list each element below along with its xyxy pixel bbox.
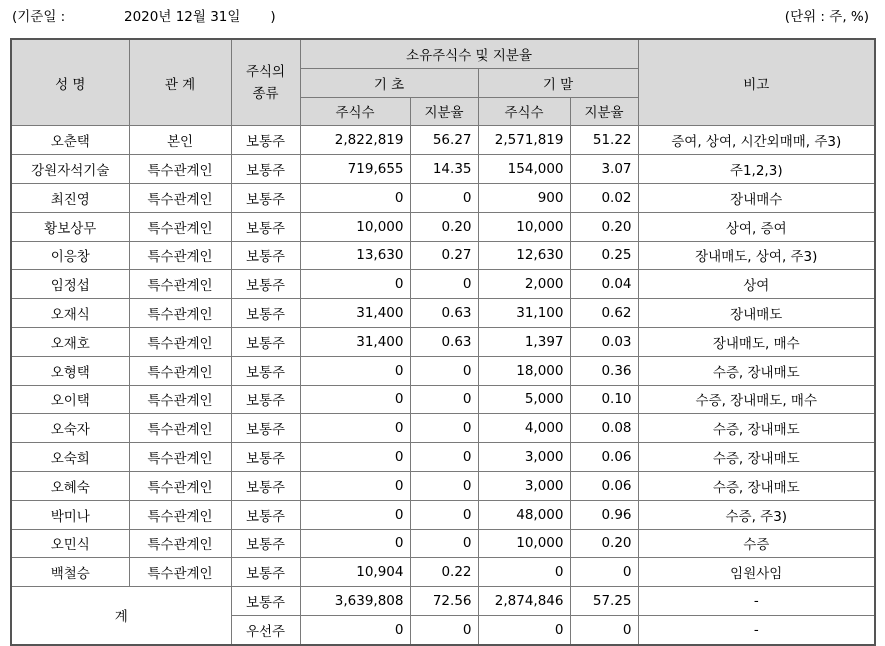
cell-begin-ratio: 0 bbox=[410, 471, 478, 500]
cell-end-ratio: 0 bbox=[570, 615, 638, 644]
cell-stock-type: 보통주 bbox=[231, 587, 300, 616]
cell-end-shares: 3,000 bbox=[478, 471, 570, 500]
table-row bbox=[11, 500, 875, 529]
cell-end-ratio: 0.36 bbox=[570, 356, 638, 385]
cell-begin-shares: 0 bbox=[300, 529, 410, 558]
cell-begin-ratio: 0 bbox=[410, 183, 478, 212]
cell-begin-ratio: 0.20 bbox=[410, 212, 478, 241]
cell-name: 강원자석기술 bbox=[11, 155, 129, 184]
header-note: 비고 bbox=[638, 39, 875, 126]
cell-note: 수증 bbox=[638, 529, 875, 558]
cell-end-ratio: 0.03 bbox=[570, 327, 638, 356]
table-row bbox=[11, 443, 875, 472]
cell-name: 임정섭 bbox=[11, 270, 129, 299]
cell-end-ratio: 0.06 bbox=[570, 471, 638, 500]
cell-end-shares: 10,000 bbox=[478, 529, 570, 558]
cell-relation: 특수관계인 bbox=[129, 241, 231, 270]
cell-name: 이응창 bbox=[11, 241, 129, 270]
cell-relation: 본인 bbox=[129, 126, 231, 155]
cell-end-shares: 18,000 bbox=[478, 356, 570, 385]
cell-end-shares: 5,000 bbox=[478, 385, 570, 414]
cell-name: 오민식 bbox=[11, 529, 129, 558]
cell-begin-ratio: 0 bbox=[410, 385, 478, 414]
table-row bbox=[11, 327, 875, 356]
header-begin-ratio: 지분율 bbox=[410, 97, 478, 126]
cell-begin-ratio: 72.56 bbox=[410, 587, 478, 616]
header-name: 성 명 bbox=[11, 39, 129, 126]
cell-end-ratio: 0.08 bbox=[570, 414, 638, 443]
basis-date: 2020년 12월 31일 bbox=[124, 9, 241, 25]
table-row bbox=[11, 356, 875, 385]
table-row bbox=[11, 299, 875, 328]
cell-begin-shares: 0 bbox=[300, 471, 410, 500]
cell-stock-type: 보통주 bbox=[231, 558, 300, 587]
unit-label: (단위 : 주, %) bbox=[784, 9, 869, 25]
cell-name: 오형택 bbox=[11, 356, 129, 385]
cell-relation: 특수관계인 bbox=[129, 299, 231, 328]
cell-stock-type: 보통주 bbox=[231, 500, 300, 529]
cell-end-ratio: 57.25 bbox=[570, 587, 638, 616]
basis-date-value bbox=[124, 6, 276, 28]
cell-stock-type: 보통주 bbox=[231, 471, 300, 500]
cell-end-shares: 3,000 bbox=[478, 443, 570, 472]
basis-date-label: (기준일 : bbox=[12, 9, 66, 25]
cell-note: 수증, 주3) bbox=[638, 500, 875, 529]
table-row bbox=[11, 155, 875, 184]
cell-begin-ratio: 0 bbox=[410, 615, 478, 644]
cell-end-ratio: 0.06 bbox=[570, 443, 638, 472]
cell-begin-ratio: 0.27 bbox=[410, 241, 478, 270]
cell-begin-ratio: 0.22 bbox=[410, 558, 478, 587]
cell-note: 증여, 상여, 시간외매매, 주3) bbox=[638, 126, 875, 155]
cell-stock-type: 보통주 bbox=[231, 443, 300, 472]
cell-relation: 특수관계인 bbox=[129, 356, 231, 385]
header-begin: 기 초 bbox=[300, 68, 478, 97]
cell-end-ratio: 3.07 bbox=[570, 155, 638, 184]
cell-end-ratio: 0.04 bbox=[570, 270, 638, 299]
cell-name: 박미나 bbox=[11, 500, 129, 529]
cell-end-ratio: 0.62 bbox=[570, 299, 638, 328]
table-row bbox=[11, 414, 875, 443]
table-row bbox=[11, 471, 875, 500]
cell-begin-ratio: 0.63 bbox=[410, 327, 478, 356]
cell-end-shares: 2,874,846 bbox=[478, 587, 570, 616]
cell-relation: 특수관계인 bbox=[129, 558, 231, 587]
cell-end-shares: 900 bbox=[478, 183, 570, 212]
cell-stock-type: 보통주 bbox=[231, 385, 300, 414]
cell-relation: 특수관계인 bbox=[129, 155, 231, 184]
table-row bbox=[11, 241, 875, 270]
cell-end-shares: 0 bbox=[478, 615, 570, 644]
cell-begin-shares: 0 bbox=[300, 615, 410, 644]
shareholding-table bbox=[10, 38, 876, 646]
cell-name: 백철승 bbox=[11, 558, 129, 587]
cell-name: 오재식 bbox=[11, 299, 129, 328]
header-owned-shares: 소유주식수 및 지분율 bbox=[300, 39, 638, 68]
cell-name: 황보상무 bbox=[11, 212, 129, 241]
cell-begin-ratio: 0 bbox=[410, 356, 478, 385]
cell-relation: 특수관계인 bbox=[129, 443, 231, 472]
cell-end-ratio: 0.20 bbox=[570, 529, 638, 558]
cell-stock-type: 보통주 bbox=[231, 327, 300, 356]
cell-end-ratio: 0.96 bbox=[570, 500, 638, 529]
cell-note: 수증, 장내매도 bbox=[638, 414, 875, 443]
cell-name: 오숙희 bbox=[11, 443, 129, 472]
basis-date-line bbox=[12, 6, 276, 28]
cell-stock-type: 보통주 bbox=[231, 299, 300, 328]
cell-name: 오춘택 bbox=[11, 126, 129, 155]
cell-end-shares: 1,397 bbox=[478, 327, 570, 356]
cell-note: 수증, 장내매도 bbox=[638, 443, 875, 472]
cell-note: 수증, 장내매도, 매수 bbox=[638, 385, 875, 414]
cell-begin-shares: 0 bbox=[300, 385, 410, 414]
cell-note: - bbox=[638, 587, 875, 616]
table-row bbox=[11, 183, 875, 212]
cell-relation: 특수관계인 bbox=[129, 183, 231, 212]
cell-note: 수증, 장내매도 bbox=[638, 356, 875, 385]
cell-begin-ratio: 56.27 bbox=[410, 126, 478, 155]
cell-begin-shares: 0 bbox=[300, 270, 410, 299]
cell-end-shares: 31,100 bbox=[478, 299, 570, 328]
cell-stock-type: 보통주 bbox=[231, 414, 300, 443]
cell-begin-shares: 31,400 bbox=[300, 299, 410, 328]
basis-date-close: ) bbox=[270, 9, 276, 25]
cell-stock-type: 보통주 bbox=[231, 241, 300, 270]
cell-begin-ratio: 0 bbox=[410, 270, 478, 299]
header-relation: 관 계 bbox=[129, 39, 231, 126]
cell-begin-shares: 719,655 bbox=[300, 155, 410, 184]
cell-note: 임원사임 bbox=[638, 558, 875, 587]
cell-note: 상여, 증여 bbox=[638, 212, 875, 241]
cell-end-ratio: 0.20 bbox=[570, 212, 638, 241]
cell-begin-ratio: 0 bbox=[410, 414, 478, 443]
cell-relation: 특수관계인 bbox=[129, 500, 231, 529]
cell-stock-type: 보통주 bbox=[231, 529, 300, 558]
cell-end-shares: 4,000 bbox=[478, 414, 570, 443]
cell-relation: 특수관계인 bbox=[129, 327, 231, 356]
cell-begin-shares: 0 bbox=[300, 356, 410, 385]
total-label: 계 bbox=[11, 587, 231, 645]
cell-end-shares: 48,000 bbox=[478, 500, 570, 529]
table-row bbox=[11, 529, 875, 558]
cell-begin-shares: 10,000 bbox=[300, 212, 410, 241]
cell-relation: 특수관계인 bbox=[129, 414, 231, 443]
cell-end-ratio: 0 bbox=[570, 558, 638, 587]
cell-note: 장내매도, 매수 bbox=[638, 327, 875, 356]
cell-end-shares: 10,000 bbox=[478, 212, 570, 241]
cell-note: 주1,2,3) bbox=[638, 155, 875, 184]
cell-relation: 특수관계인 bbox=[129, 471, 231, 500]
cell-note: - bbox=[638, 615, 875, 644]
header-end: 기 말 bbox=[478, 68, 638, 97]
cell-end-shares: 2,000 bbox=[478, 270, 570, 299]
header-end-ratio: 지분율 bbox=[570, 97, 638, 126]
cell-begin-ratio: 14.35 bbox=[410, 155, 478, 184]
table-row bbox=[11, 270, 875, 299]
cell-name: 오이택 bbox=[11, 385, 129, 414]
cell-end-ratio: 0.25 bbox=[570, 241, 638, 270]
cell-end-ratio: 0.10 bbox=[570, 385, 638, 414]
header-stock-type: 주식의 종류 bbox=[231, 39, 300, 126]
cell-end-shares: 12,630 bbox=[478, 241, 570, 270]
header-end-shares: 주식수 bbox=[478, 97, 570, 126]
cell-end-ratio: 0.02 bbox=[570, 183, 638, 212]
cell-begin-shares: 0 bbox=[300, 443, 410, 472]
cell-note: 장내매도, 상여, 주3) bbox=[638, 241, 875, 270]
cell-begin-ratio: 0 bbox=[410, 500, 478, 529]
cell-begin-shares: 0 bbox=[300, 414, 410, 443]
cell-begin-ratio: 0 bbox=[410, 443, 478, 472]
cell-end-shares: 2,571,819 bbox=[478, 126, 570, 155]
cell-relation: 특수관계인 bbox=[129, 385, 231, 414]
cell-end-shares: 154,000 bbox=[478, 155, 570, 184]
cell-end-ratio: 51.22 bbox=[570, 126, 638, 155]
cell-stock-type: 보통주 bbox=[231, 183, 300, 212]
cell-end-shares: 0 bbox=[478, 558, 570, 587]
total-row bbox=[11, 587, 875, 616]
table-row bbox=[11, 126, 875, 155]
table-row bbox=[11, 558, 875, 587]
cell-relation: 특수관계인 bbox=[129, 212, 231, 241]
cell-name: 오숙자 bbox=[11, 414, 129, 443]
header-begin-shares: 주식수 bbox=[300, 97, 410, 126]
cell-begin-shares: 10,904 bbox=[300, 558, 410, 587]
cell-stock-type: 보통주 bbox=[231, 270, 300, 299]
cell-relation: 특수관계인 bbox=[129, 270, 231, 299]
cell-stock-type: 보통주 bbox=[231, 126, 300, 155]
cell-begin-shares: 31,400 bbox=[300, 327, 410, 356]
cell-begin-ratio: 0.63 bbox=[410, 299, 478, 328]
cell-begin-shares: 0 bbox=[300, 183, 410, 212]
cell-note: 상여 bbox=[638, 270, 875, 299]
cell-name: 오재호 bbox=[11, 327, 129, 356]
table-row bbox=[11, 212, 875, 241]
cell-begin-shares: 2,822,819 bbox=[300, 126, 410, 155]
cell-begin-shares: 0 bbox=[300, 500, 410, 529]
cell-stock-type: 보통주 bbox=[231, 356, 300, 385]
cell-note: 장내매도 bbox=[638, 299, 875, 328]
cell-stock-type: 보통주 bbox=[231, 212, 300, 241]
cell-relation: 특수관계인 bbox=[129, 529, 231, 558]
cell-name: 오혜숙 bbox=[11, 471, 129, 500]
cell-begin-shares: 13,630 bbox=[300, 241, 410, 270]
table-row bbox=[11, 385, 875, 414]
cell-stock-type: 우선주 bbox=[231, 615, 300, 644]
cell-note: 장내매수 bbox=[638, 183, 875, 212]
cell-begin-ratio: 0 bbox=[410, 529, 478, 558]
cell-begin-shares: 3,639,808 bbox=[300, 587, 410, 616]
cell-stock-type: 보통주 bbox=[231, 155, 300, 184]
cell-note: 수증, 장내매도 bbox=[638, 471, 875, 500]
cell-name: 최진영 bbox=[11, 183, 129, 212]
